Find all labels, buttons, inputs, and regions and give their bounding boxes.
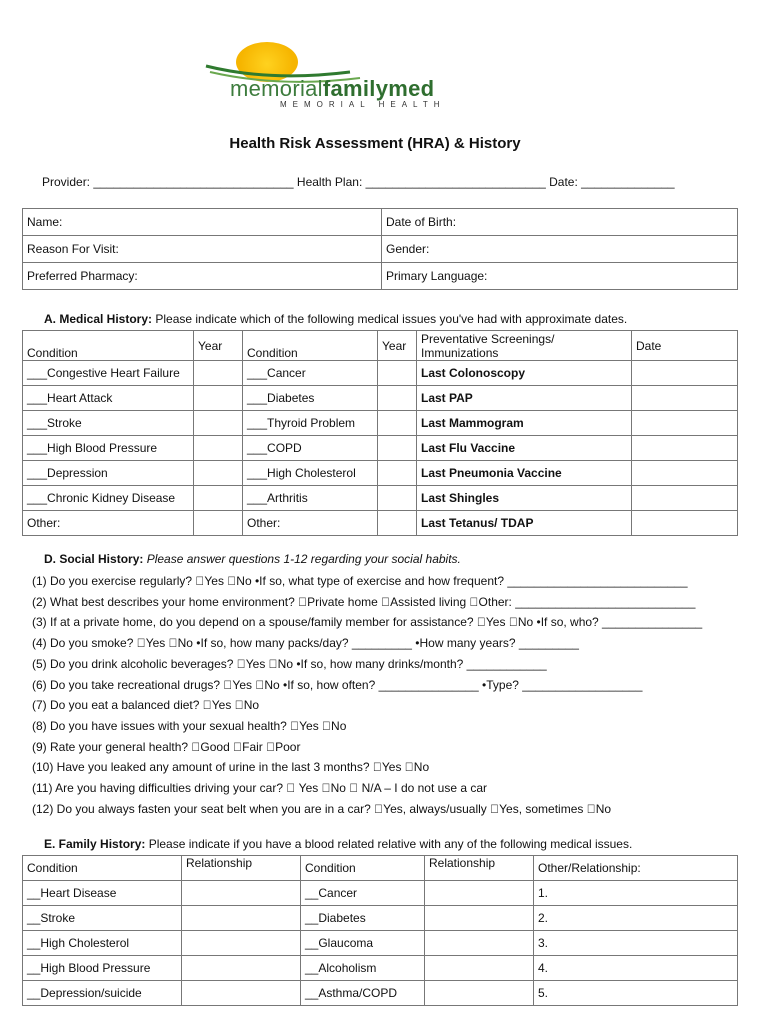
social-history-heading: D. Social History: Please answer questions 1-12 regarding your social habits.: [44, 552, 461, 566]
year-cell[interactable]: [194, 361, 243, 386]
language-field[interactable]: Primary Language:: [382, 263, 738, 290]
fam-col-condition-2: Condition: [301, 856, 425, 881]
year-cell[interactable]: [194, 461, 243, 486]
brand-subtitle: MEMORIAL HEALTH: [280, 100, 446, 109]
medical-history-table: [22, 330, 738, 536]
condition-cell[interactable]: ___Diabetes: [243, 386, 378, 411]
family-history-heading: E. Family History: Please indicate if you have a blood related relative with any of the following medical issues.: [44, 837, 633, 851]
condition-cell[interactable]: ___Cancer: [243, 361, 378, 386]
year-cell[interactable]: [194, 486, 243, 511]
fam-relationship-cell[interactable]: [182, 881, 301, 906]
fam-condition-cell[interactable]: __Heart Disease: [23, 881, 182, 906]
social-question[interactable]: (6) Do you take recreational drugs? Yes No •If so, how often? _______________ •Type? __________________: [32, 677, 625, 692]
fam-condition-cell[interactable]: __Alcoholism: [301, 956, 425, 981]
medical-row: [23, 436, 738, 461]
medical-row: [23, 361, 738, 386]
fam-relationship-cell[interactable]: [425, 931, 534, 956]
fam-other-cell[interactable]: 1.: [534, 881, 738, 906]
social-question[interactable]: (4) Do you smoke? Yes No •If so, how many packs/day? _________ •How many years? _________: [32, 636, 561, 651]
social-question[interactable]: (7) Do you eat a balanced diet? Yes No: [32, 698, 241, 713]
fam-relationship-cell[interactable]: [425, 956, 534, 981]
condition-cell[interactable]: ___High Blood Pressure: [23, 436, 194, 461]
col-condition-2: Condition: [243, 331, 378, 361]
fam-relationship-cell[interactable]: [182, 981, 301, 1006]
date-cell[interactable]: [632, 386, 738, 411]
family-row: [23, 881, 738, 906]
fam-relationship-cell[interactable]: [182, 931, 301, 956]
medical-row: [23, 411, 738, 436]
logo: [200, 36, 530, 116]
medical-row: [23, 386, 738, 411]
year-cell[interactable]: [378, 436, 417, 461]
date-cell[interactable]: [632, 486, 738, 511]
fam-condition-cell[interactable]: __Depression/suicide: [23, 981, 182, 1006]
condition-cell[interactable]: ___Stroke: [23, 411, 194, 436]
fam-condition-cell[interactable]: __Diabetes: [301, 906, 425, 931]
year-cell[interactable]: [194, 411, 243, 436]
fam-other-cell[interactable]: 3.: [534, 931, 738, 956]
gender-field[interactable]: Gender:: [382, 236, 738, 263]
social-question[interactable]: (8) Do you have issues with your sexual health? Yes No: [32, 718, 329, 733]
fam-col-relationship: Relationship: [182, 856, 301, 881]
pharmacy-field[interactable]: Preferred Pharmacy:: [23, 263, 382, 290]
name-field[interactable]: Name:: [23, 209, 382, 236]
social-question[interactable]: (10) Have you leaked any amount of urine in the last 3 months? Yes No: [32, 760, 411, 775]
col-condition: Condition: [23, 331, 194, 361]
family-row: [23, 956, 738, 981]
fam-col-condition: Condition: [23, 856, 182, 881]
fam-condition-cell[interactable]: __Asthma/COPD: [301, 981, 425, 1006]
condition-cell[interactable]: ___Arthritis: [243, 486, 378, 511]
screening-cell[interactable]: Last Pneumonia Vaccine: [417, 461, 632, 486]
col-date: Date: [632, 331, 738, 361]
medical-row: [23, 511, 738, 536]
year-cell[interactable]: [378, 361, 417, 386]
condition-cell[interactable]: Other:: [243, 511, 378, 536]
social-question[interactable]: (2) What best describes your home environment? Private home Assisted living Other: ___________________________: [32, 594, 668, 609]
fam-condition-cell[interactable]: __Glaucoma: [301, 931, 425, 956]
medical-history-heading: A. Medical History: Please indicate which of the following medical issues you've had with approximate dates.: [44, 312, 628, 326]
fam-relationship-cell[interactable]: [425, 906, 534, 931]
page-title: Health Risk Assessment (HRA) & History: [229, 135, 521, 152]
date-cell[interactable]: [632, 461, 738, 486]
fam-other-cell[interactable]: 5.: [534, 981, 738, 1006]
fam-condition-cell[interactable]: __Cancer: [301, 881, 425, 906]
screening-cell[interactable]: Last Tetanus/ TDAP: [417, 511, 632, 536]
condition-cell[interactable]: ___Depression: [23, 461, 194, 486]
year-cell[interactable]: [194, 436, 243, 461]
fam-other-cell[interactable]: 4.: [534, 956, 738, 981]
date-cell[interactable]: [632, 511, 738, 536]
fam-relationship-cell[interactable]: [425, 981, 534, 1006]
screening-cell[interactable]: Last Colonoscopy: [417, 361, 632, 386]
reason-field[interactable]: Reason For Visit:: [23, 236, 382, 263]
screening-cell[interactable]: Last PAP: [417, 386, 632, 411]
year-cell[interactable]: [378, 486, 417, 511]
condition-cell[interactable]: ___Heart Attack: [23, 386, 194, 411]
fam-condition-cell[interactable]: __Stroke: [23, 906, 182, 931]
fam-col-relationship-2: Relationship: [425, 856, 534, 881]
dob-field[interactable]: Date of Birth:: [382, 209, 738, 236]
social-question[interactable]: (9) Rate your general health? Good Fair Poor: [32, 739, 274, 754]
col-year: Year: [194, 331, 243, 361]
family-row: [23, 931, 738, 956]
social-question[interactable]: (1) Do you exercise regularly? Yes No •If so, what type of exercise and how frequent? ___________________________: [32, 574, 670, 588]
screening-cell[interactable]: Last Mammogram: [417, 411, 632, 436]
social-question[interactable]: (5) Do you drink alcoholic beverages? Yes No •If so, how many drinks/month? ____________: [32, 656, 529, 671]
social-question[interactable]: (12) Do you always fasten your seat belt when you are in a car? Yes, always/usually Yes, sometimes No: [32, 801, 584, 816]
medical-row: [23, 461, 738, 486]
condition-cell[interactable]: Other:: [23, 511, 194, 536]
social-question[interactable]: (3) If at a private home, do you depend on a spouse/family member for assistance? Yes No •If so, who? _______________: [32, 615, 684, 630]
screening-cell[interactable]: Last Flu Vaccine: [417, 436, 632, 461]
family-row: [23, 906, 738, 931]
condition-cell[interactable]: ___High Cholesterol: [243, 461, 378, 486]
patient-info-table: [22, 208, 738, 290]
social-question[interactable]: (11) Are you having difficulties driving your car? Yes No N/A – I do not use a car: [32, 781, 454, 795]
condition-cell[interactable]: ___Thyroid Problem: [243, 411, 378, 436]
condition-cell[interactable]: ___COPD: [243, 436, 378, 461]
col-screenings: Preventative Screenings/ Immunizations: [417, 331, 632, 361]
fam-other-cell[interactable]: 2.: [534, 906, 738, 931]
fam-col-other: Other/Relationship:: [534, 856, 738, 881]
fam-condition-cell[interactable]: __High Cholesterol: [23, 931, 182, 956]
brand-name: memorialfamilymed: [230, 76, 435, 101]
fam-relationship-cell[interactable]: [425, 881, 534, 906]
family-row: [23, 981, 738, 1006]
date-cell[interactable]: [632, 361, 738, 386]
year-cell[interactable]: [194, 386, 243, 411]
year-cell[interactable]: [378, 411, 417, 436]
screening-cell[interactable]: Last Shingles: [417, 486, 632, 511]
family-history-table: [22, 855, 738, 1006]
condition-cell[interactable]: ___Congestive Heart Failure: [23, 361, 194, 386]
condition-cell[interactable]: ___Chronic Kidney Disease: [23, 486, 194, 511]
year-cell[interactable]: [194, 511, 243, 536]
fam-relationship-cell[interactable]: [182, 906, 301, 931]
provider-line[interactable]: Provider: ______________________________ Health Plan: ___________________________ Date: ______________: [42, 175, 675, 189]
col-year-2: Year: [378, 331, 417, 361]
year-cell[interactable]: [378, 461, 417, 486]
medical-row: [23, 486, 738, 511]
year-cell[interactable]: [378, 511, 417, 536]
date-cell[interactable]: [632, 411, 738, 436]
fam-condition-cell[interactable]: __High Blood Pressure: [23, 956, 182, 981]
date-cell[interactable]: [632, 436, 738, 461]
year-cell[interactable]: [378, 386, 417, 411]
fam-relationship-cell[interactable]: [182, 956, 301, 981]
